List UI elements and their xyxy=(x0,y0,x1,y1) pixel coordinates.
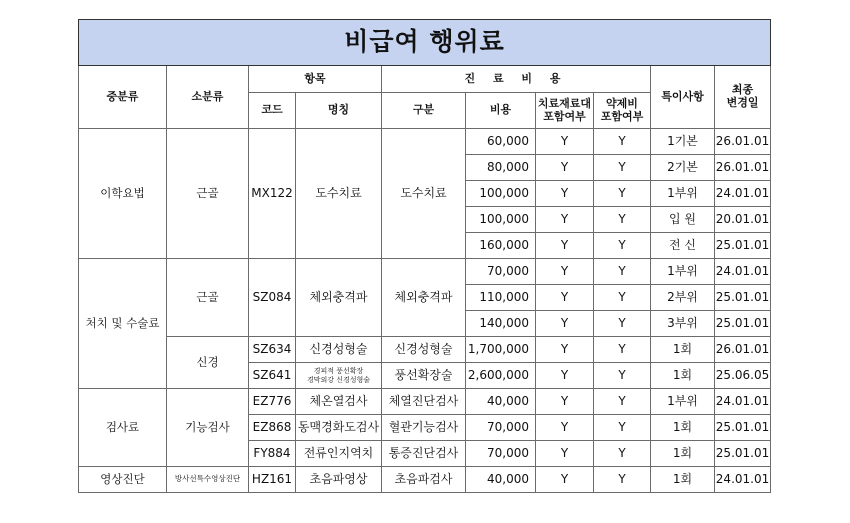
note-cell: 1회 xyxy=(651,363,715,389)
updated-date-cell: 24.01.01 xyxy=(715,181,771,207)
header-note: 특이사항 xyxy=(651,66,715,129)
material-included-cell: Y xyxy=(536,233,594,259)
minor-category-cell: 근골 xyxy=(167,259,249,337)
updated-date-cell: 24.01.01 xyxy=(715,259,771,285)
code-cell: HZ161 xyxy=(249,467,296,493)
type-cell: 도수치료 xyxy=(382,129,466,259)
minor-category-cell: 근골 xyxy=(167,129,249,259)
name-cell: 신경성형술 xyxy=(296,337,382,363)
drug-included-cell: Y xyxy=(594,259,651,285)
major-category-cell: 이학요법 xyxy=(79,129,167,259)
note-cell: 전 신 xyxy=(651,233,715,259)
name-cell: 초음파영상 xyxy=(296,467,382,493)
major-category-cell: 처치 및 수술료 xyxy=(79,259,167,389)
drug-included-cell: Y xyxy=(594,129,651,155)
code-cell: SZ084 xyxy=(249,259,296,337)
table-row xyxy=(79,467,771,493)
material-included-cell: Y xyxy=(536,467,594,493)
fee-table-container xyxy=(78,19,771,493)
code-cell: MX122 xyxy=(249,129,296,259)
cost-cell: 2,600,000 xyxy=(466,363,536,389)
note-cell: 1기본 xyxy=(651,129,715,155)
table-row xyxy=(79,259,771,285)
header-name: 명칭 xyxy=(296,93,382,129)
drug-included-cell: Y xyxy=(594,467,651,493)
type-cell: 체외충격파 xyxy=(382,259,466,337)
name-cell: 동맥경화도검사 xyxy=(296,415,382,441)
note-cell: 1회 xyxy=(651,415,715,441)
table-row xyxy=(79,129,771,155)
note-cell: 2기본 xyxy=(651,155,715,181)
note-cell: 1회 xyxy=(651,441,715,467)
cost-cell: 80,000 xyxy=(466,155,536,181)
note-cell: 1부위 xyxy=(651,181,715,207)
updated-date-cell: 25.01.01 xyxy=(715,415,771,441)
material-included-cell: Y xyxy=(536,259,594,285)
cost-cell: 40,000 xyxy=(466,389,536,415)
header-updated: 최종 변경일 xyxy=(715,66,771,129)
type-cell: 신경성형술 xyxy=(382,337,466,363)
drug-included-cell: Y xyxy=(594,181,651,207)
header-drug-included: 약제비 포함여부 xyxy=(594,93,651,129)
updated-date-cell: 26.01.01 xyxy=(715,129,771,155)
cost-cell: 100,000 xyxy=(466,181,536,207)
type-cell: 혈관기능검사 xyxy=(382,415,466,441)
name-cell: 도수치료 xyxy=(296,129,382,259)
updated-date-cell: 26.01.01 xyxy=(715,155,771,181)
cost-cell: 70,000 xyxy=(466,259,536,285)
drug-included-cell: Y xyxy=(594,389,651,415)
material-included-cell: Y xyxy=(536,181,594,207)
drug-included-cell: Y xyxy=(594,311,651,337)
drug-included-cell: Y xyxy=(594,363,651,389)
major-category-cell: 검사료 xyxy=(79,389,167,467)
header-major-category: 중분류 xyxy=(79,66,167,129)
updated-date-cell: 26.01.01 xyxy=(715,337,771,363)
header-material-included: 치료재료대 포함여부 xyxy=(536,93,594,129)
fee-table-body xyxy=(79,129,771,493)
material-included-cell: Y xyxy=(536,441,594,467)
cost-cell: 160,000 xyxy=(466,233,536,259)
code-cell: SZ634 xyxy=(249,337,296,363)
minor-category-cell: 기능검사 xyxy=(167,389,249,467)
header-type: 구분 xyxy=(382,93,466,129)
note-cell: 입 원 xyxy=(651,207,715,233)
material-included-cell: Y xyxy=(536,363,594,389)
table-title: 비급여 행위료 xyxy=(79,20,771,66)
type-cell: 초음파검사 xyxy=(382,467,466,493)
material-included-cell: Y xyxy=(536,311,594,337)
drug-included-cell: Y xyxy=(594,337,651,363)
updated-date-cell: 25.01.01 xyxy=(715,285,771,311)
cost-cell: 70,000 xyxy=(466,415,536,441)
note-cell: 1회 xyxy=(651,337,715,363)
code-cell: FY884 xyxy=(249,441,296,467)
header-minor-category: 소분류 xyxy=(167,66,249,129)
name-cell: 경피적 풍선확장 경막외강 신경성형술 xyxy=(296,363,382,389)
drug-included-cell: Y xyxy=(594,285,651,311)
cost-cell: 110,000 xyxy=(466,285,536,311)
material-included-cell: Y xyxy=(536,155,594,181)
drug-included-cell: Y xyxy=(594,233,651,259)
header-cost: 비용 xyxy=(466,93,536,129)
type-cell: 풍선확장술 xyxy=(382,363,466,389)
drug-included-cell: Y xyxy=(594,415,651,441)
minor-category-cell: 방사선특수영상진단 xyxy=(167,467,249,493)
material-included-cell: Y xyxy=(536,129,594,155)
name-cell: 전류인지역치 xyxy=(296,441,382,467)
note-cell: 1부위 xyxy=(651,389,715,415)
material-included-cell: Y xyxy=(536,207,594,233)
name-cell: 체온열검사 xyxy=(296,389,382,415)
material-included-cell: Y xyxy=(536,415,594,441)
cost-cell: 140,000 xyxy=(466,311,536,337)
material-included-cell: Y xyxy=(536,389,594,415)
updated-date-cell: 25.01.01 xyxy=(715,441,771,467)
cost-cell: 60,000 xyxy=(466,129,536,155)
cost-cell: 1,700,000 xyxy=(466,337,536,363)
updated-date-cell: 25.06.05 xyxy=(715,363,771,389)
header-code: 코드 xyxy=(249,93,296,129)
note-cell: 2부위 xyxy=(651,285,715,311)
minor-category-cell: 신경 xyxy=(167,337,249,389)
updated-date-cell: 25.01.01 xyxy=(715,311,771,337)
drug-included-cell: Y xyxy=(594,155,651,181)
updated-date-cell: 20.01.01 xyxy=(715,207,771,233)
drug-included-cell: Y xyxy=(594,207,651,233)
updated-date-cell: 24.01.01 xyxy=(715,467,771,493)
code-cell: SZ641 xyxy=(249,363,296,389)
drug-included-cell: Y xyxy=(594,441,651,467)
note-cell: 1회 xyxy=(651,467,715,493)
note-cell: 3부위 xyxy=(651,311,715,337)
table-row xyxy=(79,389,771,415)
table-row xyxy=(79,337,771,363)
updated-date-cell: 25.01.01 xyxy=(715,233,771,259)
header-item: 항목 xyxy=(249,66,382,93)
type-cell: 체열진단검사 xyxy=(382,389,466,415)
major-category-cell: 영상진단 xyxy=(79,467,167,493)
code-cell: EZ776 xyxy=(249,389,296,415)
updated-date-cell: 24.01.01 xyxy=(715,389,771,415)
header-cost-group: 진 료 비 용 xyxy=(382,66,651,93)
type-cell: 통증진단검사 xyxy=(382,441,466,467)
cost-cell: 100,000 xyxy=(466,207,536,233)
material-included-cell: Y xyxy=(536,337,594,363)
fee-table xyxy=(78,19,771,493)
cost-cell: 70,000 xyxy=(466,441,536,467)
material-included-cell: Y xyxy=(536,285,594,311)
name-cell: 체외충격파 xyxy=(296,259,382,337)
note-cell: 1부위 xyxy=(651,259,715,285)
cost-cell: 40,000 xyxy=(466,467,536,493)
code-cell: EZ868 xyxy=(249,415,296,441)
